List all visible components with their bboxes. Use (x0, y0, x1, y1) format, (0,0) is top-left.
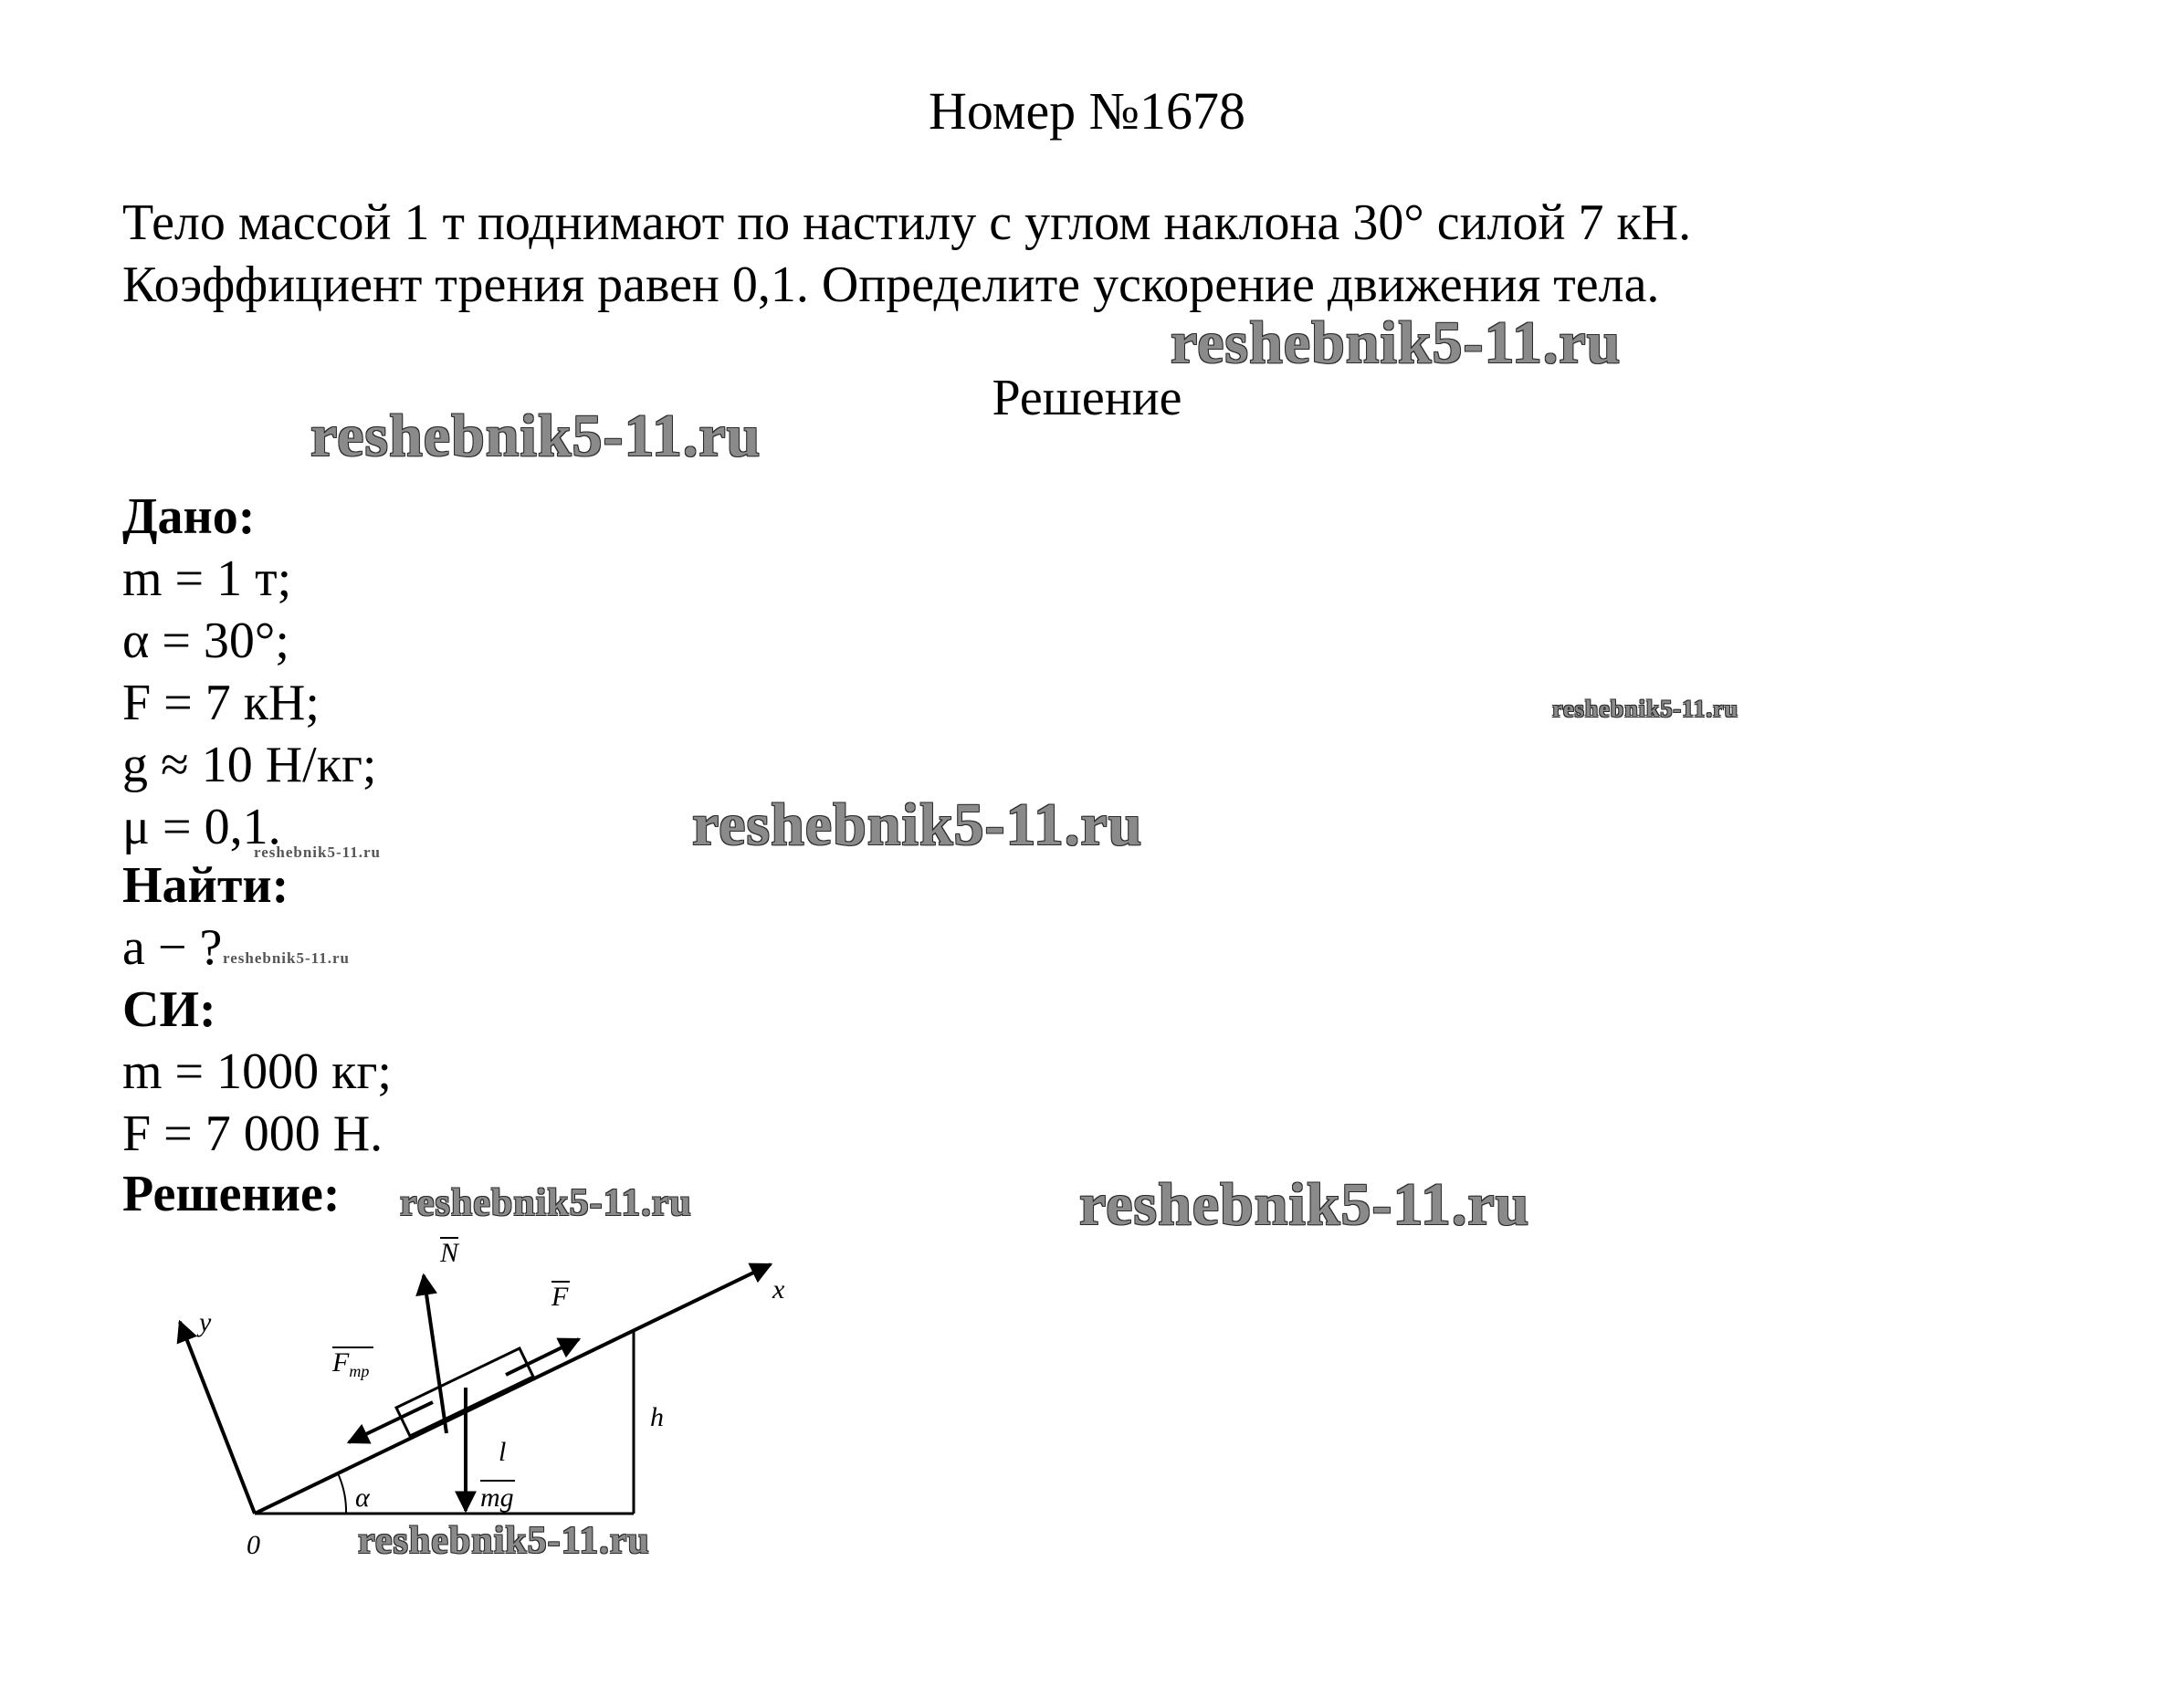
given-mass: m = 1 т; (122, 550, 292, 607)
given-friction: μ = 0,1. (122, 799, 281, 855)
find-line: a − ? (122, 919, 223, 976)
solution-heading: Решение (992, 370, 1182, 426)
label-Ftr-subscript: тр (349, 1362, 370, 1380)
page-title: Номер №1678 (928, 81, 1246, 141)
label-y: y (199, 1307, 212, 1337)
given-gravity: g ≈ 10 Н/кг; (122, 737, 377, 793)
si-mass: m = 1000 кг; (122, 1043, 392, 1100)
watermark: reshebnik5-11.ru (1552, 696, 1739, 722)
watermark: reshebnik5-11.ru (310, 403, 761, 469)
given-heading: Дано: (122, 488, 256, 545)
si-force: F = 7 000 Н. (122, 1105, 383, 1162)
label-Ftr (331, 1347, 369, 1380)
label-alpha: α (355, 1483, 370, 1513)
watermark: reshebnik5-11.ru (254, 844, 381, 861)
problem-line-2: Коэффициент трения равен 0,1. Определите ускорение движения тела. (122, 257, 1660, 313)
si-heading: СИ: (122, 981, 216, 1038)
label-N: N (440, 1238, 459, 1268)
problem-line-1: Тело массой 1 т поднимают по настилу с углом наклона 30° силой 7 кН. (122, 194, 1692, 251)
find-heading: Найти: (122, 857, 289, 914)
label-h: h (650, 1402, 664, 1432)
x-axis-incline (255, 1264, 771, 1514)
label-l: l (499, 1437, 507, 1467)
angle-arc (338, 1473, 346, 1514)
label-Ftr-main: F (332, 1347, 350, 1378)
label-mg: mg (480, 1483, 514, 1513)
label-origin: 0 (247, 1530, 260, 1560)
given-angle: α = 30°; (122, 613, 289, 669)
y-axis (180, 1322, 255, 1514)
watermark: reshebnik5-11.ru (1171, 309, 1622, 376)
watermark: reshebnik5-11.ru (692, 791, 1143, 858)
label-x: x (772, 1274, 785, 1305)
watermark: reshebnik5-11.ru (358, 1520, 650, 1562)
solution-label: Решение: (122, 1166, 341, 1222)
watermark: reshebnik5-11.ru (400, 1182, 692, 1224)
given-force: F = 7 кН; (122, 675, 320, 731)
watermark: reshebnik5-11.ru (223, 949, 350, 967)
watermark: reshebnik5-11.ru (1079, 1171, 1530, 1238)
label-F: F (551, 1282, 569, 1312)
